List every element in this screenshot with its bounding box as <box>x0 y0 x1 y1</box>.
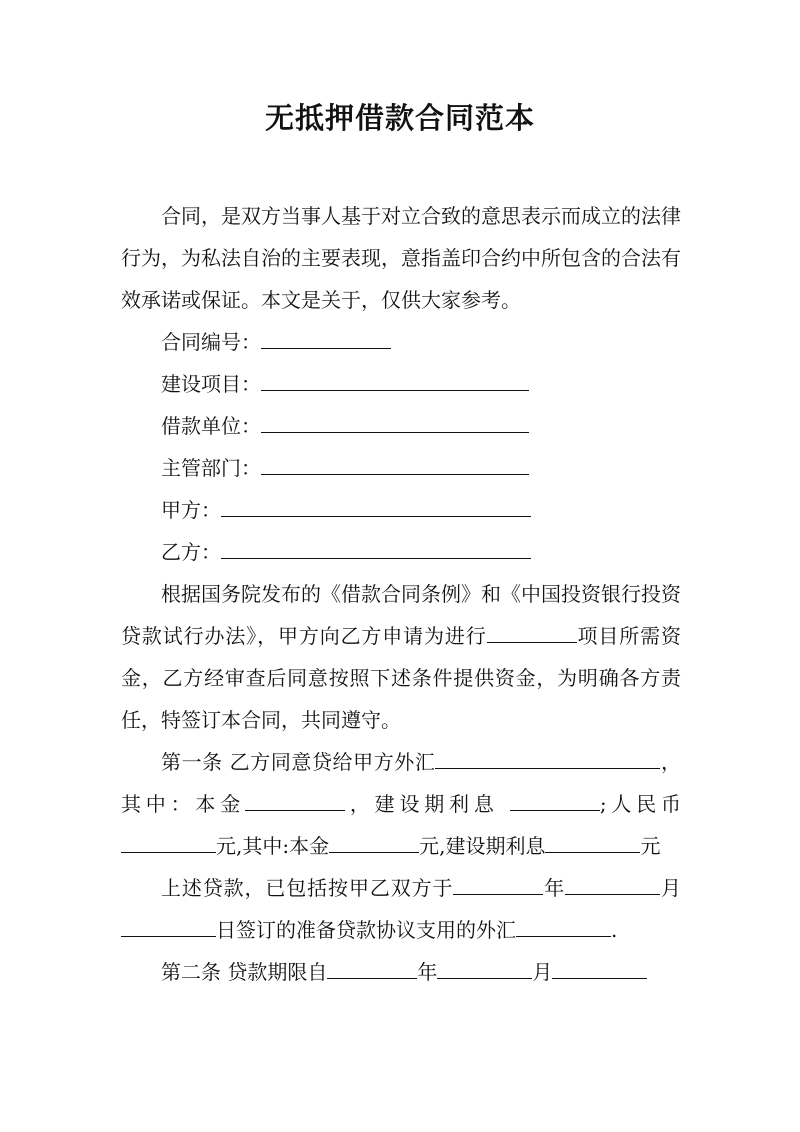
authority-label: 主管部门： <box>161 456 261 480</box>
authority-blank[interactable] <box>261 448 529 475</box>
loan-above-paragraph <box>121 867 681 951</box>
project-field <box>121 363 681 405</box>
article-2-text-3: 月 <box>532 960 553 984</box>
contract-number-label: 合同编号： <box>161 330 261 354</box>
article-1-text-7: 元,建设期利息 <box>419 834 546 858</box>
document-title: 无抵押借款合同范本 <box>264 101 535 135</box>
loan-above-text-3: 月 <box>660 876 682 900</box>
rmb-blank[interactable] <box>121 826 216 853</box>
borrower-unit-label: 借款单位： <box>161 414 261 438</box>
preamble-paragraph <box>121 573 681 741</box>
agreement-year-blank[interactable] <box>453 868 543 895</box>
article-2-text-1: 第二条 贷款期限自 <box>161 960 328 984</box>
loan-above-text-4: 日签订的准备贷款协议支用的外汇 <box>216 918 516 942</box>
foreign-currency-blank[interactable] <box>435 742 660 769</box>
contract-number-field <box>121 321 681 363</box>
article-1-text-4: ，建设期利息 <box>345 792 510 816</box>
intro-paragraph: 合同，是双方当事人基于对立合致的意思表示而成立的法律行为，为私法自治的主要表现，意指盖印合约中所包含的合法有效承诺或保证。本文是关于，仅供大家参考。 <box>121 204 681 312</box>
preamble-text-1: 根据国务院发布的《借款合同条例》和《中国投资银行投资贷款试行办法》，甲方向乙方申请为进行 <box>121 582 681 648</box>
article-1-text-1: 第一条 乙方同意贷给甲方外汇 <box>161 750 436 774</box>
party-a-field <box>121 489 681 531</box>
agreement-day-blank[interactable] <box>121 910 216 937</box>
project-label: 建设项目： <box>161 372 261 396</box>
agreement-month-blank-a[interactable] <box>565 868 660 895</box>
article-1-text-3: 其中：本金 <box>121 792 246 816</box>
party-b-field <box>121 531 681 573</box>
article-2-paragraph <box>121 951 681 993</box>
loan-above-text-1: 上述贷款，已包括按甲乙双方于 <box>161 876 454 900</box>
borrower-unit-field <box>121 405 681 447</box>
project-blank[interactable] <box>261 364 529 391</box>
article-1-paragraph <box>121 741 681 867</box>
article-2-text-2: 年 <box>417 960 438 984</box>
reserved-currency-blank[interactable] <box>516 910 611 937</box>
article-1-text-6: 元,其中:本金 <box>216 834 330 858</box>
authority-field <box>121 447 681 489</box>
party-a-label: 甲方： <box>161 498 221 522</box>
term-day-blank[interactable] <box>552 952 647 979</box>
article-1-text-2: ， <box>660 750 681 774</box>
loan-above-text-2: 年 <box>543 876 566 900</box>
document-body <box>121 195 681 993</box>
article-1-text-5: ;人民币 <box>599 792 681 816</box>
term-year-blank[interactable] <box>327 952 417 979</box>
rmb-principal-blank[interactable] <box>329 826 419 853</box>
article-1-text-8: 元 <box>640 834 661 858</box>
principal-blank[interactable] <box>245 784 345 811</box>
rmb-interest-blank[interactable] <box>545 826 640 853</box>
party-b-label: 乙方： <box>161 540 221 564</box>
term-month-blank[interactable] <box>437 952 532 979</box>
preamble-text-2: 项目所需资金，乙方经审查后同意按照下述条件提供资金，为明确各方责任，特签订本合同，共同遵守。 <box>121 624 682 732</box>
party-b-blank[interactable] <box>221 532 531 559</box>
contract-number-blank[interactable] <box>261 322 391 349</box>
loan-above-text-5: . <box>611 918 618 942</box>
interest-blank[interactable] <box>510 784 600 811</box>
party-a-blank[interactable] <box>221 490 531 517</box>
project-name-blank[interactable] <box>487 616 577 643</box>
borrower-unit-blank[interactable] <box>261 406 529 433</box>
